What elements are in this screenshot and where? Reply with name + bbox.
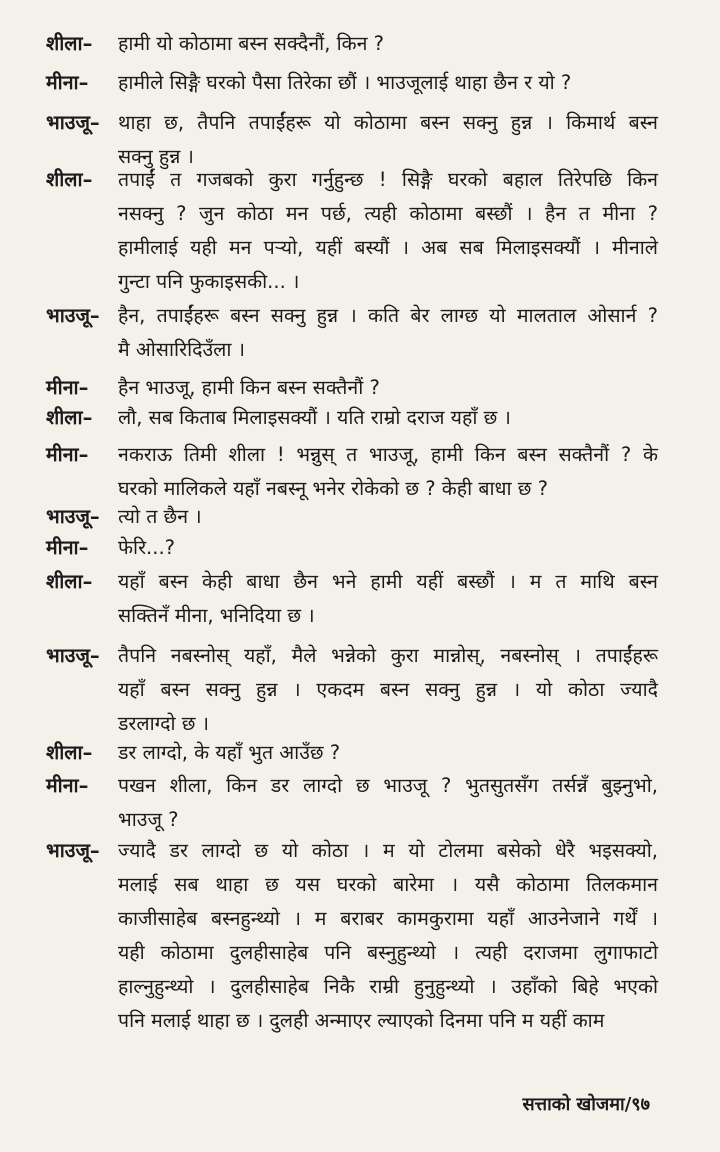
dialogue-text: ज्यादै डर लाग्दो छ यो कोठा । म यो टोलमा बसेको धेरै भइसक्यो, [118, 839, 658, 862]
speaker-name: शीला– [46, 32, 93, 55]
running-title-page-number: सत्ताको खोजमा/९७ [522, 1094, 650, 1115]
dialogue-text: घरको मालिकले यहाँ नबस्नू भनेर रोकेको छ ? केही बाधा छ ? [118, 477, 549, 500]
dialogue-text: मै ओसारिदिउँला । [118, 338, 246, 361]
dialogue-text: हैन, तपाईंहरू बस्न सक्नु हुन्न । कति बेर लाग्छ यो मालताल ओसार्न ? [118, 304, 658, 327]
dialogue-text: सक्नु हुन्न । [118, 145, 194, 168]
dialogue-text: फेरि...? [118, 536, 176, 559]
dialogue-text: नसक्नु ? जुन कोठा मन पर्छ, त्यही कोठामा बस्छौं । हैन त मीना ? [118, 202, 658, 225]
speaker-name: भाउजू– [46, 839, 100, 862]
dialogue-text: मलाई सब थाहा छ यस घरको बारेमा । यसै कोठामा तिलकमान [118, 873, 658, 896]
speaker-name: शीला– [46, 168, 93, 191]
dialogue-line [0, 330, 720, 370]
dialogue-line [0, 596, 720, 636]
dialogue-text: काजीसाहेब बस्नहुन्थ्यो । म बराबर कामकुरामा यहाँ आउनेजाने गर्थें । [118, 907, 658, 930]
dialogue-line [0, 398, 720, 438]
speaker-name: मीना– [46, 536, 89, 559]
dialogue-text: पखन शीला, किन डर लाग्दो छ भाउजू ? भुतसुतसँग तर्सन्नँ बुझ्नुभो, [118, 774, 658, 797]
speaker-name: शीला– [46, 741, 93, 764]
dialogue-text: हामीलाई यही मन पऱ्यो, यहीं बस्यौं । अब सब मिलाइसक्यौं । मीनाले [118, 236, 658, 259]
dialogue-text: तपाईं त गजबको कुरा गर्नुहुन्छ ! सिङ्गै घरको बहाल तिरेपछि किन [118, 168, 658, 191]
speaker-name: भाउजू– [46, 304, 100, 327]
dialogue-text: भाउजू ? [118, 808, 179, 831]
page-footer [0, 1085, 720, 1125]
speaker-name: मीना– [46, 774, 89, 797]
speaker-name: मीना– [46, 376, 89, 399]
dialogue-line [0, 63, 720, 103]
dialogue-text: यहाँ बस्न केही बाधा छैन भने हामी यहीं बस्छौं । म त माथि बस्न [118, 570, 658, 593]
dialogue-text: हामी यो कोठामा बस्न सक्दैनौं, किन ? [118, 32, 385, 55]
dialogue-text: पनि मलाई थाहा छ । दुलही अन्माएर ल्याएको दिनमा पनि म यहीं काम [118, 1009, 605, 1032]
speaker-name: शीला– [46, 570, 93, 593]
speaker-name: मीना– [46, 71, 89, 94]
speaker-name: मीना– [46, 443, 89, 466]
speaker-name: भाउजू– [46, 644, 100, 667]
dialogue-text: डर लाग्दो, के यहाँ भुत आउँछ ? [118, 741, 341, 764]
speaker-name: शीला– [46, 406, 93, 429]
speaker-name: भाउजू– [46, 505, 100, 528]
dialogue-text: हाल्नुहुन्थ्यो । दुलहीसाहेब निकै राम्री हुनुहुन्थ्यो । उहाँको बिहे भएको [118, 975, 658, 998]
dialogue-text: हैन भाउजू, हामी किन बस्न सक्तैनौं ? [118, 376, 380, 399]
dialogue-text: थाहा छ, तैपनि तपाईंहरू यो कोठामा बस्न सक्नु हुन्न । किमार्थ बस्न [118, 111, 658, 134]
dialogue-text: डरलाग्दो छ । [118, 712, 210, 735]
dialogue-text: गुन्टा पनि फुकाइसकी... । [118, 270, 300, 293]
dialogue-text: यहाँ बस्न सक्नु हुन्न । एकदम बस्न सक्नु हुन्न । यो कोठा ज्यादै [118, 678, 658, 701]
dialogue-text: त्यो त छैन । [118, 505, 202, 528]
dialogue-line [0, 24, 720, 64]
dialogue-line [0, 1001, 720, 1041]
dialogue-text: लौ, सब किताब मिलाइसक्यौं । यति राम्रो दराज यहाँ छ । [118, 406, 511, 429]
dialogue-text: हामीले सिङ्गै घरको पैसा तिरेका छौं । भाउजूलाई थाहा छैन र यो ? [118, 71, 572, 94]
speaker-name: भाउजू– [46, 111, 100, 134]
dialogue-text: सक्तिनँ मीना, भनिदिया छ । [118, 604, 315, 627]
dialogue-text: नकराऊ तिमी शीला ! भन्नुस् त भाउजू, हामी किन बस्न सक्तैनौं ? के [118, 443, 658, 466]
dialogue-text: यही कोठामा दुलहीसाहेब पनि बस्नुहुन्थ्यो । त्यही दराजमा लुगाफाटो [118, 941, 658, 964]
dialogue-text: तैपनि नबस्नोस् यहाँ, मैले भन्नेको कुरा मान्नोस्, नबस्नोस् । तपाईंहरू [118, 644, 658, 667]
